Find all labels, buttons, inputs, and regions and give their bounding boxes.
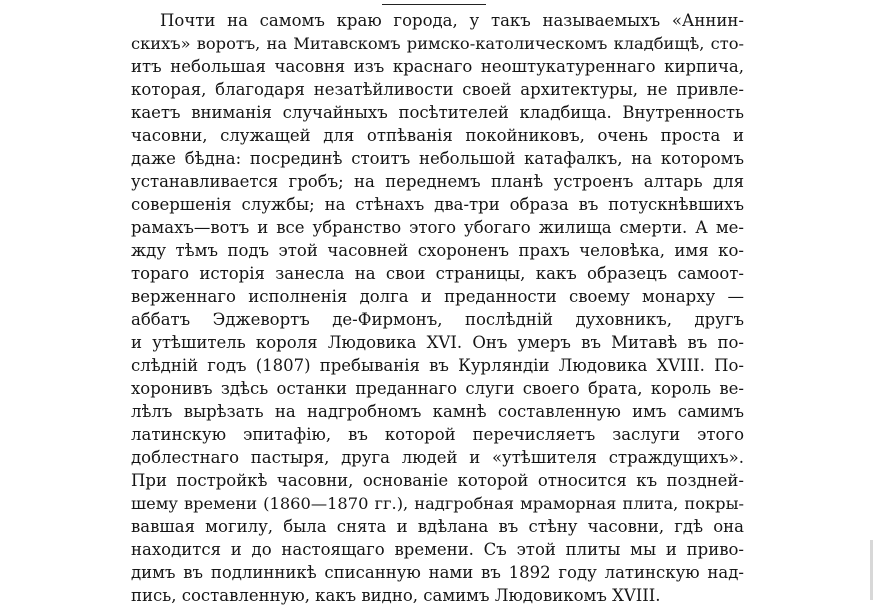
text-line: димъ въ подлинникѣ списанную нами въ 1892 году латинскую над- [131, 563, 744, 582]
text-line: каетъ вниманія случайныхъ посѣтителей кладбища. Внутренность [131, 103, 744, 122]
text-line: которая, благодаря незатѣйливости своей архитектуры, не привле- [131, 80, 744, 99]
top-rule [382, 4, 486, 5]
text-line: При постройкѣ часовни, основаніе которой относится къ поздней- [131, 471, 744, 490]
text-line: устанавливается гробъ; на переднемъ планѣ устроенъ алтарь для [131, 172, 744, 191]
text-line: аббатъ Эджевортъ де-Фирмонъ, послѣдній духовникъ, другъ [131, 310, 744, 329]
text-line: пись, составленную, какъ видно, самимъ Людовикомъ XVIII. [131, 586, 661, 605]
text-line: Почти на самомъ краю города, у такъ называемыхъ «Аннин- [160, 11, 744, 30]
text-line: верженнаго исполненія долга и преданности своему монарху — [131, 287, 744, 306]
text-line: лѣлъ вырѣзать на надгробномъ камнѣ составленную имъ самимъ [131, 402, 744, 421]
text-line: шему времени (1860—1870 гг.), надгробная мраморная плита, покры- [131, 494, 744, 513]
text-line: даже бѣдна: посрединѣ стоитъ небольшой катафалкъ, на которомъ [131, 149, 744, 168]
text-line: вавшая могилу, была снята и вдѣлана въ стѣну часовни, гдѣ она [131, 517, 744, 536]
text-line: рамахъ—вотъ и все убранство этого убогаго жилища смерти. А ме- [131, 218, 744, 237]
text-line: жду тѣмъ подъ этой часовней схороненъ прахъ человѣка, имя ко- [131, 241, 744, 260]
page-edge-shadow [870, 540, 873, 600]
text-line: скихъ» воротъ, на Митавскомъ римско-католическомъ кладбищѣ, сто- [131, 34, 744, 53]
text-line: доблестнаго пастыря, друга людей и «утѣшителя страждущихъ». [131, 448, 744, 467]
text-line: слѣдній годъ (1807) пребыванія въ Курляндіи Людовика XVIII. По- [131, 356, 744, 375]
text-line: тораго исторія занесла на свои страницы, какъ образецъ самоот- [131, 264, 744, 283]
text-line: латинскую эпитафію, въ которой перечисляетъ заслуги этого [131, 425, 744, 444]
text-line: и утѣшитель короля Людовика XVI. Онъ умеръ въ Митавѣ въ по- [131, 333, 744, 352]
text-line: совершенія службы; на стѣнахъ два-три образа въ потускнѣвшихъ [131, 195, 744, 214]
text-line: находится и до настоящаго времени. Съ этой плиты мы и приво- [131, 540, 744, 559]
text-line: хоронивъ здѣсь останки преданнаго слуги своего брата, король ве- [131, 379, 744, 398]
text-line: часовни, служащей для отпѣванія покойниковъ, очень проста и [131, 126, 744, 145]
text-line: итъ небольшая часовня изъ краснаго неоштукатуреннаго кирпича, [131, 57, 744, 76]
